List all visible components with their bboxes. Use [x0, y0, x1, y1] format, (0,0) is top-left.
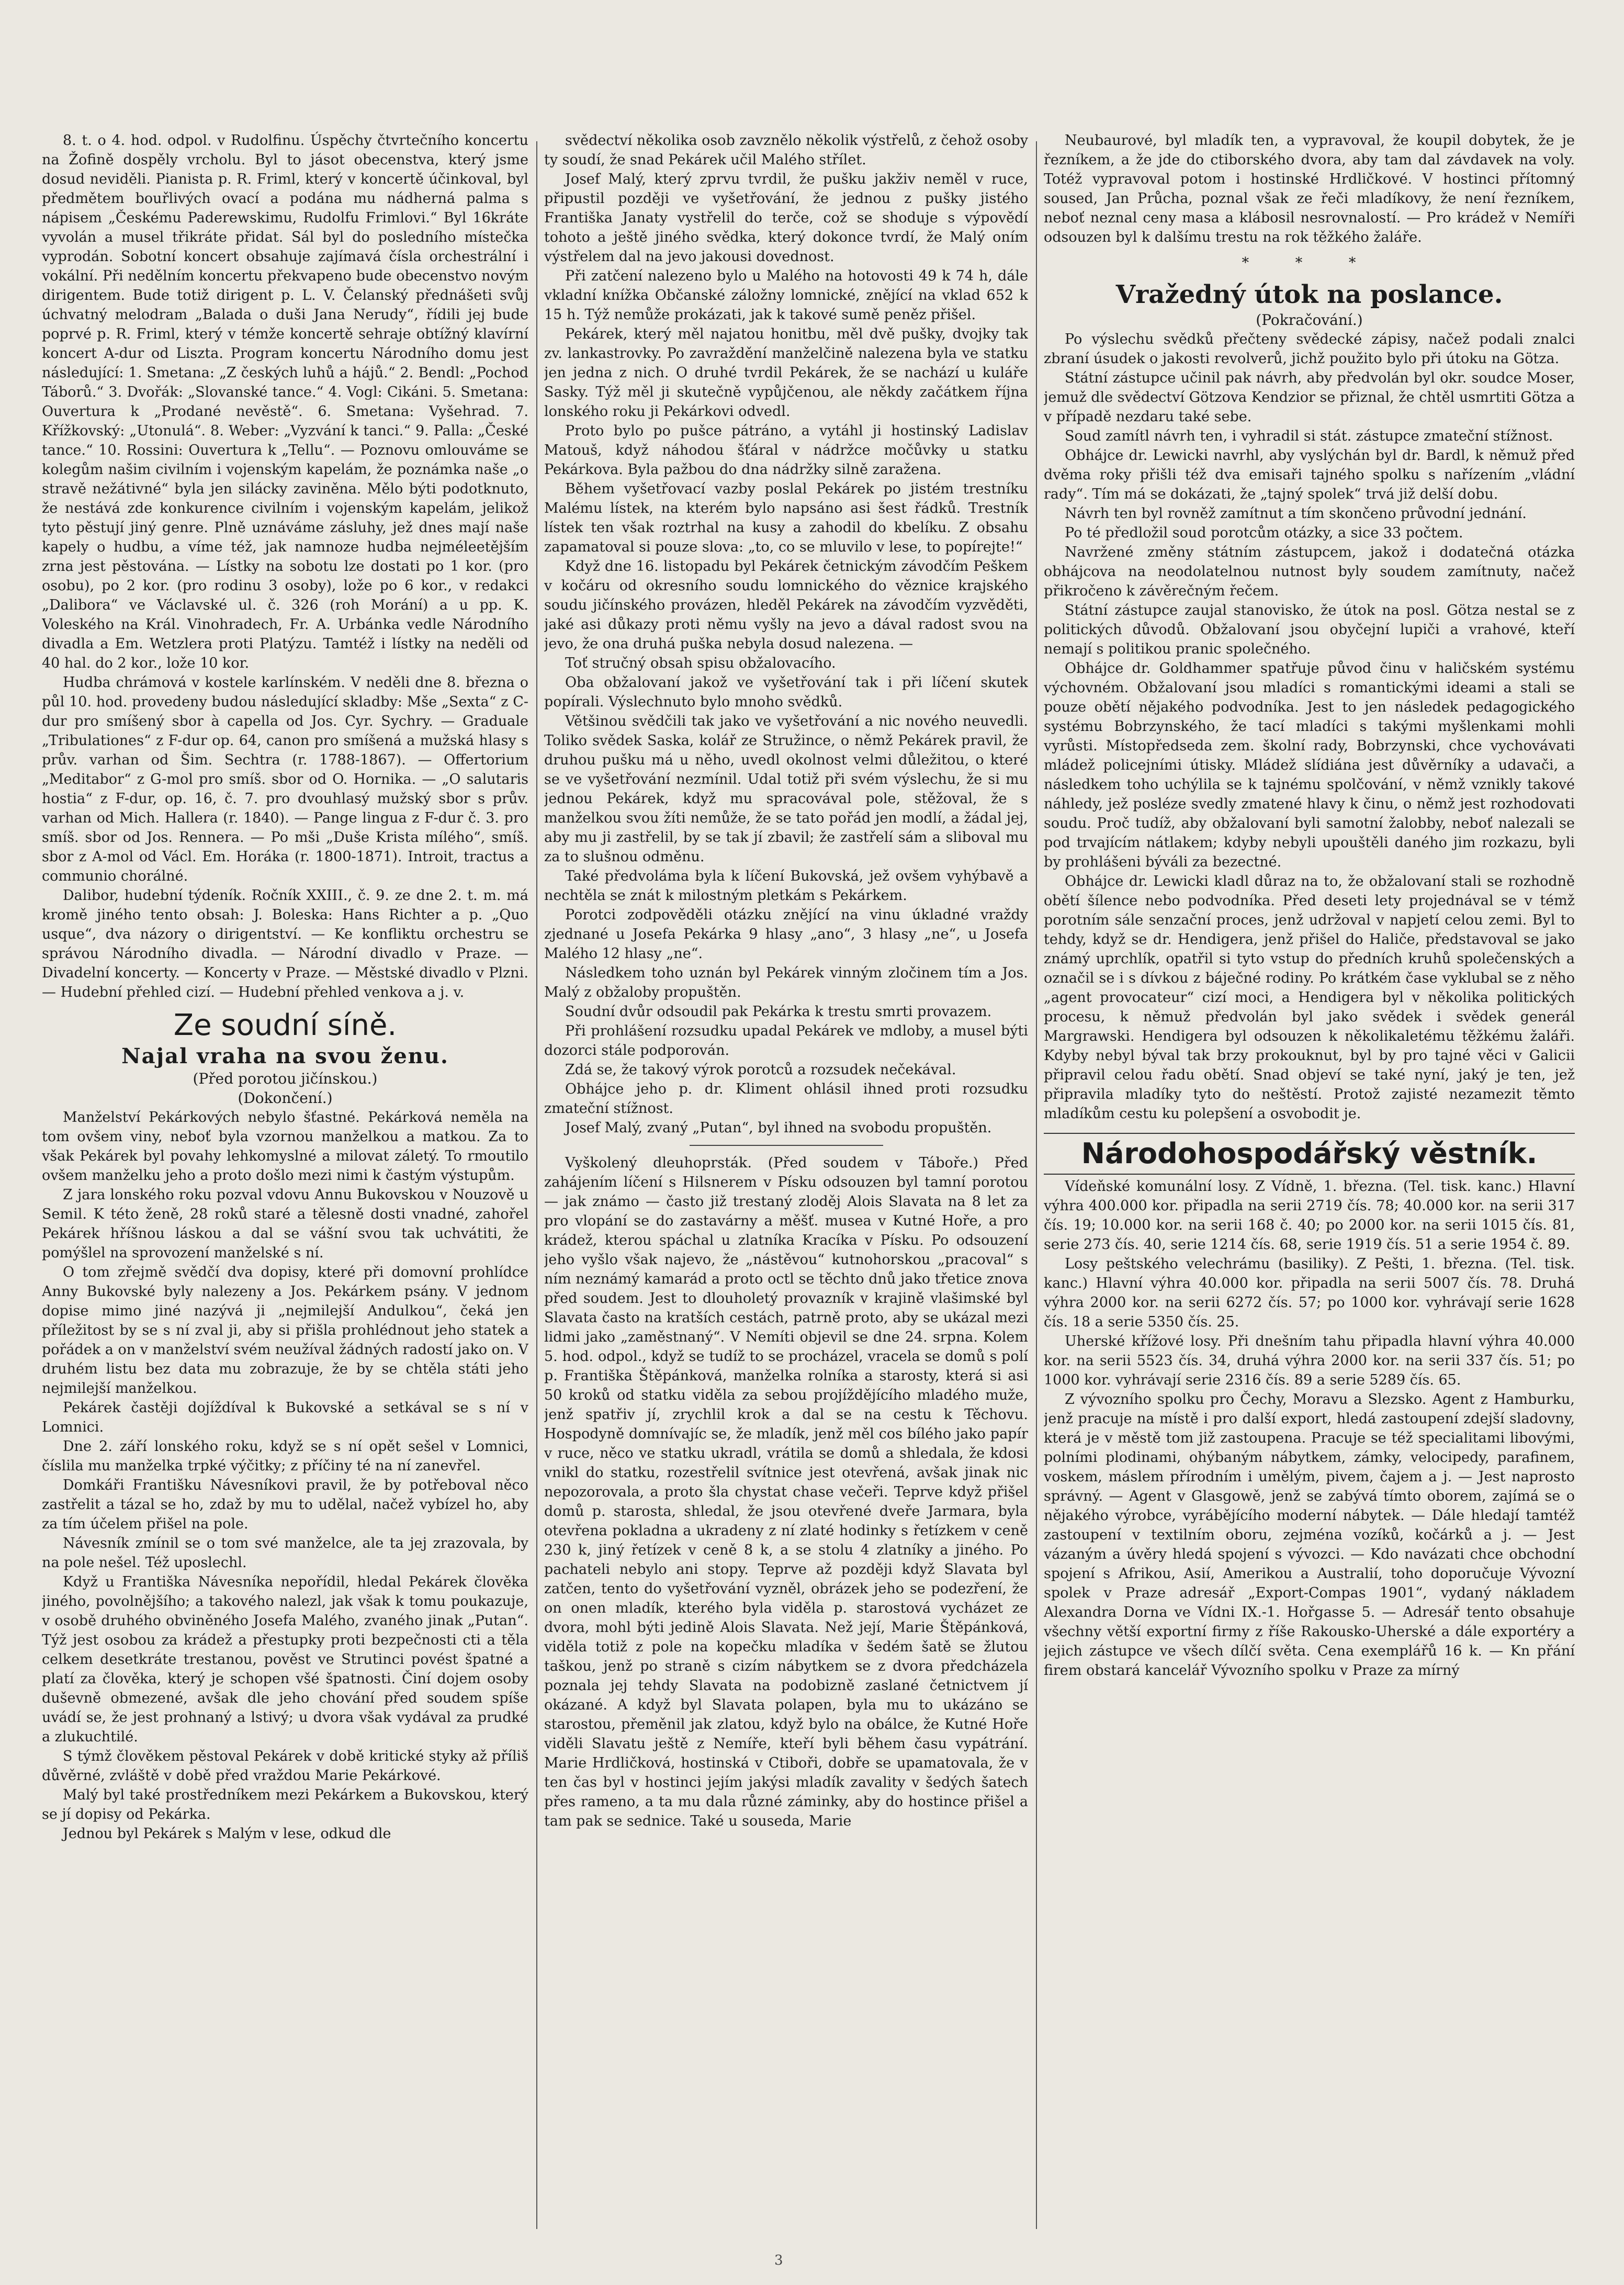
article-paragraph: Při zatčení nalezeno bylo u Malého na hotovosti 49 k 74 h, dále vkladní knížka Občanské záložny lomnické, znějící na vklad 652 k 15 h. Týž nemůže prokázati, jak k takové sumě peněz přišel.	[544, 268, 1028, 323]
article-paragraph: Josef Malý, zvaný „Putan“, byl ihned na svobodu propuštěn.	[565, 1120, 992, 1136]
article-paragraph: Většinou svědčili tak jako ve vyšetřování a nic nového neuvedli. Toliko svědek Saska, kolář ze Stružince, o němž Pekárek pravil, že druhou pušku má u něho, uvedl okolnost velmi důležitou, o které se ve vyšetřování nezmínil. Udal totiž při svém výslechu, že si mu jednou Pekárek, když mu spracovával pole, stěžoval, že s manželkou svou žíti nemůže, že se tato pořád jen modlí, a žádal jej, aby mu ji zastřelil, by se tak jí zbavil; že zastřelí sám a sliboval mu za to slušnou odměnu.	[544, 713, 1028, 865]
column-2	[544, 131, 1028, 2245]
article-paragraph: Po té předložil soud porotcům otázky, a sice 33 počtem.	[1065, 525, 1463, 541]
article-paragraph: Návrh ten byl rovněž zamítnut a tím skončeno průvodní jednání.	[1065, 505, 1527, 522]
article-paragraph: Navržené změny státním zástupcem, jakož i dodatečná otázka obhájcova na neodolatelnou nutnost byly soudem zamítnuty, načež přikročeno k závěrečným řečem.	[1044, 544, 1575, 599]
article-paragraph: O tom zřejmě svědčí dva dopisy, které při domovní prohlídce Anny Bukovské byly nalezeny a Jos. Pekárkem psány. V jednom dopise mimo jiné nazývá ji „nejmilejší Andulkou“, čeká jen příležitost by se s ní zval ji, aby si přišla prohlédnout jeho statek a pořádek a on v manželství svém neužíval žádných radostí jako on. V druhém listu bez data mu zobrazuje, že by se chtěla státi jeho nejmilejší manželkou.	[42, 1264, 528, 1397]
article-title: Vražedný útok na poslance.	[1115, 280, 1503, 309]
article-paragraph: Když dne 16. listopadu byl Pekárek četnickým závodčím Peškem v kočáru od okresního soudu lomnického do věznice krajského soudu jičínského provázen, hleděl Pekárek na závodčím vyzvěděti, jaké asi důkazy proti němu vyšly na jevo a dával radost svou na jevo, že ona druhá puška nebyla dosud nalezena. —	[544, 558, 1028, 652]
article-paragraph: Při prohlášení rozsudku upadal Pekárek ve mdloby, a musel býti dozorci stále podporován.	[544, 1023, 1028, 1059]
article-paragraph: Soudní dvůr odsoudil pak Pekárka k trestu smrti provazem.	[565, 1004, 992, 1020]
article-note: (Pokračování.)	[1256, 311, 1363, 329]
article-paragraph: Proto bylo po pušce pátráno, a vytáhl ji hostinský Ladislav Matouš, když náhodou šťáral v nádržce močůvky u statku Pekárkova. Byla pažbou do dna nádržky silně zaražena.	[544, 423, 1028, 478]
article-title: Najal vraha na svou ženu.	[121, 1044, 449, 1068]
article-paragraph: Oba obžalovaní jakož ve vyšetřování tak i při líčení skutek popírali. Výslechnuto bylo mnoho svědků.	[544, 674, 1028, 710]
article-paragraph: S týmž člověkem pěstoval Pekárek v době kritické styky až příliš důvěrné, zvláště v době před vraždou Marie Pekárkové.	[42, 1748, 528, 1784]
article-paragraph: Obhájce dr. Lewicki navrhl, aby vyslýchán byl dr. Bardl, k němuž před dvěma roky přišli též dva emisaři tajného spolku s nařízením „vládní rady“. Tím má se dokázati, že „tajný spolek“ trvá již delší dobu.	[1044, 447, 1575, 502]
article-subtitle: (Před porotou jičínskou.)	[193, 1070, 378, 1087]
article-paragraph: Soud zamítl návrh ten, i vyhradil si stát. zástupce zmateční stížnost.	[1065, 428, 1553, 444]
newspaper-page	[42, 131, 1575, 2245]
article-paragraph: Josef Malý, který zprvu tvrdil, že pušku jakživ neměl v ruce, připustil později ve vyšetřování, že jednou z pušky jistého Františka Janaty vystřelil do terče, což se shoduje s výpovědí tohoto a ještě jiného svědka, který dokonce tvrdí, že Malý oním výstřelem dal na jevo jakousi dovednost.	[544, 171, 1028, 265]
article-paragraph: Dne 2. září lonského roku, když se s ní opět sešel v Lomnici, číslila mu manželka trpké výčitky; z příčiny té na ní zanevřel.	[42, 1438, 528, 1474]
article-note: (Dokončení.)	[238, 1089, 333, 1107]
article-paragraph: Toť stručný obsah spisu obžalovacího.	[565, 655, 836, 671]
article-paragraph: Pekárek, který měl najatou honitbu, měl dvě pušky, dvojky tak zv. lankastrovky. Po zavraždění manželčině nalezena byla ve statku jen jedna z nich. O druhé tvrdil Pekárek, že se nachází u kuláře Sasky. Týž měl ji skutečně vypůjčenou, ale někdy začátkem října lonského roku ji Pekárkovi odvedl.	[544, 326, 1028, 420]
article-paragraph: Hudba chrámová v kostele karlínském. V neděli dne 8. března o půl 10. hod. provedeny budou následující skladby: Mše „Sexta“ z C-dur pro smíšený sbor à capella od Jos. Cyr. Sychry. — Graduale „Tribulationes“ z F-dur op. 64, canon pro smíšená a mužská hlasy s prův. varhan od Šim. Sechtra (r. 1788-1867). — Offertorium „Meditabor“ z G-mol pro smíš. sbor od O. Hornika. — „O salutaris hostia“ z F-dur, op. 16, č. 7. pro dvouhlasý mužský sbor s prův. varhan od Mich. Hallera (r. 1840). — Pange lingua z F-dur č. 3. pro smíš. sbor od Jos. Rennera. — Po mši „Duše Krista mílého“, smíš. sbor z A-mol od Václ. Em. Horáka (r. 1800-1871). Introit, tractus a communio chorálné.	[42, 674, 528, 884]
article-paragraph: Také předvoláma byla k líčení Bukovská, jež ovšem vyhýbavě a nechtěla se znát k milostným pletkám s Pekárkem.	[544, 868, 1028, 904]
article-paragraph: Malý byl také prostředníkem mezi Pekárkem a Bukovskou, který se jí dopisy od Pekárka.	[42, 1787, 528, 1822]
article-paragraph: Zdá se, že takový výrok porotců a rozsudek nečekával.	[565, 1062, 956, 1078]
article-paragraph: Obhájce jeho p. dr. Kliment ohlásil ihned proti rozsudku zmateční stížnost.	[544, 1081, 1028, 1117]
article-paragraph: Obhájce dr. Goldhammer spatřuje původ činu v haličském systému výchovném. Obžalovaní jsou mladíci s romantickými ideami a stali se pouze obětí nějakého podvodníka. Jest to jen následek pedagogického systému Bobrzynského, že tací mladíci s takými myšlenkami mohli vyrůsti. Místopředseda zem. školní rady, Bobrzynski, chce vychovávati mládež policejními útisky. Mládež slídiána jest důvěrníky a udavači, a následkem toho uchýlila se k tajnému spolčování, v němž vznikly takové náhledy, jež posléze svedly zmatené hlavy k činu, o němž jest rozhodovati soudu. Proč tudíž, aby obžalovaní byli samotní žalobby, neboť nalezali se pod trvajícím nátlakem; kdyby nebyli upouštěli daného jim rozkazu, byli by prohlášeni býváli za bezectné.	[1044, 660, 1575, 870]
column-rule	[1036, 141, 1037, 2229]
article-paragraph: Z vývozního spolku pro Čechy, Moravu a Slezsko. Agent z Hamburku, jenž pracuje na místě i pro další export, hledá zastoupení zdejší sladovny, která je v městě tom již zastoupena. Pracuje se též specialitami libovými, polními plodinami, ohýbaným nábytkem, zámky, velocipedy, parafinem, voskem, máslem přírodním i umělým, pivem, čajem a j. — Jest naprosto správný. — Agent v Glasgowě, jenž se zabývá tímto oborem, zajímá se o nějakého výrobce, vyrábějícího moderní nábytek. — Dále hledají tamtéž zastoupení v textilním oboru, zejména vozíků, kočárků a j. — Jest vázaným a úvěry hledá spojení s vývozci. — Kdo navázati chce obchodní spojení s Afrikou, Asií, Amerikou a Australií, toho doporučuje Vývozní spolek v Praze adresář „Export-Compas 1901“, vydaný nákladem Alexandra Dorna ve Vídni IX.-1. Hořgasse 5. — Adresář tento obsahuje všechny větší exportní firmy z říše Rakousko-Uherské a dále exportéry a jejich zástupce ve všech dílčí světa. Cena exemplářů 16 k. — Kn přání firem obstará kancelář Vývozního spolku v Praze za mírný	[1044, 1391, 1575, 1679]
article-paragraph: Manželství Pekárkových nebylo šťastné. Pekárková neměla na tom ovšem viny, neboť byla vzornou manželkou a matkou. Za to však Pekárek byl povahy lehkomyslné a milovat záletý. To rmoutilo ovšem manželku jeho a proto došlo mezi nimi k častým výstupům.	[42, 1109, 528, 1184]
article-paragraph: svědectví několika osob zavznělo několik výstřelů, z čehož osoby ty soudí, že snad Pekárek učil Malého střílet.	[544, 132, 1028, 168]
page-number: 3	[774, 2253, 783, 2268]
article-paragraph: Během vyšetřovací vazby poslal Pekárek po jistém trestníku Malému lístek, na kterém bylo napsáno asi šest řádků. Trestník lístek ten však roztrhal na kusy a zahodil do kbelíku. Z obsahu zapamatoval si pouze slova: „to, co se mluvilo v lese, to popírejte!“	[544, 481, 1028, 555]
article-paragraph: Pekárek častěji dojíždíval k Bukovské a setkával se s ní v Lomnici.	[42, 1400, 528, 1435]
article-paragraph: Dalibor, hudební týdeník. Ročník XXIII., č. 9. ze dne 2. t. m. má kromě jiného tento obsah: J. Boleska: Hans Richter a p. „Quo usque“, dva názory o dirigentství. — Ke konfliktu orchestru se správou Národního divadla. — Národní divadlo v Praze. — Divadelní koncerty. — Koncerty v Praze. — Městské divadlo v Plzni. — Hudební přehled cizí. — Hudební přehled venkova a j. v.	[42, 887, 528, 1000]
article-paragraph: Porotci zodpověděli otázku znějící na vinu úkladné vraždy zjednané u Josefa Pekárka 9 hlasy „ano“, 3 hlasy „ne“, u Josefa Malého 12 hlasy „ne“.	[544, 907, 1028, 962]
article-paragraph: Vyškolený dleuhoprsták. (Před soudem v Táboře.) Před zahájením líčení s Hilsnerem v Písku odsouzen byl tamní porotou — jak známo — často již trestaný zloděj Alois Slavata na 8 let za pro vlopání se do zastavárny a měšť. musea v Kutné Hoře, a pro krádež, kterou spáchal u zlatníka Kracíka v Písku. Po odsouzení jeho vyšlo však najevo, že „nástěvou“ kutnohorskou „pracoval“ s ním neznámý kamarád a proto octl se těchto dnů jako třetice znova před soudem. Jest to dlouholetý provazník v krajině vlašimské byl Slavata často na kratších cestách, patrně proto, aby se ukázal mezi lidmi jako „zaměstnaný“. V Nemíti objevil se dne 24. srpna. Kolem 5. hod. odpol., když se tudíž to se procházel, vracela se domů s polí p. Františka Štěpánková, manželka rolníka a starosty, která si asi 50 kroků od statku viděla za sebou projíždějícího mladého muže, jenž spatřiv jí, zrychlil krok a dal se na cestu k Těchovu. Hospodyně domnívajíc se, že mladík, jenž měl cos bílého jako papír v ruce, něco ve statku ukradl, vrátila se domů a shledala, že kdosi vnikl do statku, rozestřelil svítnice jest otevřená, avšak jinak nic nepozorovala, a proto šla chystat chase večeři. Teprve když přišel domů p. starosta, shledal, že jsou otevřené dveře Jarmara, byla otevřena pokladna a ukradeny z ní zlaté hodinky s řetízkem v ceně 230 k, jiný řetízek v ceně 8 k, a se stolu 4 zlatníky a jiného. Po pachateli nebylo ani stopy. Teprve až později když Slavata byl zatčen, tento do vyšetřování vyzněl, obrázek jeho se podezření, že on onen mladík, kterého byla viděla p. starostová vycházet ze dvora, mohl býti jedině Alois Slavata. Než její, Marie Štěpánková, viděla totiž z pole na kopečku mladíka v šedém šatě se žlutou taškou, jenž po straně s cizím nábytkem se z dvora předcházela poznala jej tehdy Slavata na podobizně zaslané četnictvem jí okázané. A když byl Slavata polapen, byla mu to ukázáno se starostou, přeměnil jak zlatou, když bylo na obálce, že Kutné Hoře viděli Slavatu ještě z Nemíře, kteří byli během času vypátrání. Marie Hrdličková, hostinská v Ctiboři, dobře se upamatovala, že v ten čas byl v hostinci jejím jakýsi mladík zavality v šedých šatech přes rameno, a ta mu dala různé záminky, aby do hostince přišel a tam pak se sednice. Také u souseda, Marie	[544, 1155, 1028, 1829]
article-paragraph: Uherské křížové losy. Při dnešním tahu připadla hlavní výhra 40.000 kor. na serii 5523 čís. 34, druhá výhra 2000 kor. na serii 337 čís. 51; po 1000 kor. vyhrávají serie 2316 čís. 89 a serie 5289 čís. 65.	[1044, 1333, 1575, 1388]
article-paragraph: Neubaurové, byl mladík ten, a vypravoval, že koupil dobytek, že je řezníkem, a že jde do ctiborského dvora, aby tam dal závdavek na voly. Totéž vypravoval potom i hostinské Hrdličkové. V hostinci přítomný soused, Jan Průcha, poznal však ze řeči mladíkovy, že není řezníkem, neboť neznal ceny masa a klábosil nesrovnalostí. — Pro krádež v Nemíři odsouzen byl k dalšímu trestu na rok těžkého žaláře.	[1044, 132, 1575, 245]
column-3	[1044, 131, 1575, 2245]
article-paragraph: Losy peštského velechrámu (basiliky). Z Pešti, 1. března. (Tel. tisk. kanc.) Hlavní výhra 40.000 kor. připadla na serii 5007 čís. 78. Druhá výhra 2000 kor. na serii 6272 čís. 57; po 1000 kor. vyhrávají serie 1628 čís. 18 a serie 5350 čís. 25.	[1044, 1256, 1575, 1330]
section-divider	[690, 1145, 883, 1146]
article-paragraph: Z jara lonského roku pozval vdovu Annu Bukovskou v Nouzově u Semil. K této ženě, 28 roků staré a tělesně dosti vnadné, zahořel Pekárek hříšnou láskou a dal se vášní svou tak uchvátiti, že pomýšlel na sprovození manželské s ní.	[42, 1187, 528, 1261]
section-headline: Národohospodářský věstník.	[1044, 1133, 1575, 1175]
article-paragraph: Státní zástupce učinil pak návrh, aby předvolán byl okr. soudce Moser, jemuž dle svědectví Götzova Kendzior se přiznal, že chtěl usmrtiti Götza a v případě nezdaru také sebe.	[1044, 370, 1575, 425]
article-paragraph: 8. t. o 4. hod. odpol. v Rudolfinu. Úspěchy čtvrtečního koncertu na Žofině dospěly vrcholu. Byl to jásot obecenstva, který jsme dosud neviděli. Pianista p. R. Friml, který v koncertě účinkoval, byl předmětem bouřlivých ovací a podána mu nádherná palma s nápisem „Českému Paderewskimu, Rudolfu Frimlovi.“ Byl 16kráte vyvolán a musel třikráte přidat. Sál byl do posledního místečka vyprodán. Sobotní koncert obsahuje zajímavá čísla orchestrální i vokální. Při nedělním koncertu překvapeno bude obecenstvo novým dirigentem. Bude totiž dirigent p. L. V. Čelanský přednášeti svůj úchvatný melodram „Balada o duši Jana Nerudy“, řídili jej bude poprvé p. R. Friml, který v témže koncertě sehraje obtížný klavírní koncert A-dur od Liszta. Program koncertu Národního domu jest následující: 1. Smetana: „Z českých luhů a hájů.“ 2. Bendl: „Pochod Táborů.“ 3. Dvořák: „Slovanské tance.“ 4. Vogl: Cikáni. 5. Smetana: Ouvertura k „Prodané nevěstě“. 6. Smetana: Vyšehrad. 7. Křížkovský: „Utonulá“. 8. Weber: „Vyzvání k tanci.“ 9. Palla: „České tance.“ 10. Rossini: Ouvertura k „Tellu“. — Poznovu omlouváme se kolegům našim civilním i vojenským kapelám, že poznámka naše „o stravě nežátivné“ byla jen silácky zaviněna. Mělo býti podotknuto, že nestává zde konkurence civilním i vojenským kapelám, jelikož tyto pěstují jiný genre. Plně uznáváme zásluhy, jež dnes mají naše kapely o hudbu, a víme též, jak namnoze hudba nejméleetějším zrna jest pěstována. — Lístky na sobotu lze dostati po 1 kor. (pro osobu), po 2 kor. (pro rodinu 3 osoby), lože po 6 kor., v redakci „Dalibora“ ve Václavské ul. č. 326 (roh Morání) a u pp. K. Voleského na Král. Vinohradech, Fr. A. Urbánka vedle Národního divadla a Em. Wetzlera proti Platýzu. Tamtéž i lístky na neděli od 40 hal. do 2 kor., lože 10 kor.	[42, 132, 528, 671]
article-paragraph: Obhájce dr. Lewicki kladl důraz na to, že obžalovaní stali se rozhodně obětí šílence nebo podvodníka. Před deseti lety projednával se v témž porotním sále senzační proces, jenž udržoval v napjetí celou zemi. Byl to tehdy, když se dr. Hendigera, jenž přišel do Haliče, představoval se jako známý uprchlík, opatřil si tyto vstup do předních kruhů společenských a označil se i s dívkou z báječné rodiny. Po krátkém čase vyklubal se z něho „agent provocateur“ cizí moci, a Hendigera byl v několika politických procesu, k němuž předvolán byl jako svědek i svědek generál Margrawski. Hendigera byl odsouzen k několikaletému těžkému žaláři. Kdyby nebyl býval tak brzy prokouknut, byl by pro tajné věci v Galicii připravil celou řadu obětí. Snad objeví se také nyní, jaký je ten, jež připravila mladíky tyto do neštěstí. Protož zajisté nezamezit těmto mladíkům cestu ku polepšení a osvobodit je.	[1044, 873, 1575, 1122]
column-rule	[536, 141, 537, 2229]
article-paragraph: Následkem toho uznán byl Pekárek vinným zločinem tím a Jos. Malý z obžaloby propuštěn.	[544, 965, 1028, 1000]
article-paragraph: Státní zástupce zaujal stanovisko, že útok na posl. Götza nestal se z politických důvodů. Obžalovaní jsou obyčejní lupiči a vrahové, kteří nemají s politikou pranic společného.	[1044, 602, 1575, 657]
section-separator-stars: * * *	[1242, 255, 1377, 271]
column-1	[42, 131, 528, 2245]
section-headline: Ze soudní síně.	[173, 1008, 397, 1042]
article-paragraph: Když u Františka Návesníka nepořídil, hledal Pekárek člověka jiného, povolnějšího; a takového nalezl, jak však k tomu poukazuje, v osobě druhého obviněného Josefa Malého, zvaného jinak „Putan“. Týž jest osobou za krádež a přestupky proti bezpečnosti cti a těla celkem desetkráte trestanou, pověst ve Strutinci povést špatné a platí za člověka, který je schopen všé špatnosti. Činí dojem osoby duševně obmezené, avšak dle jeho chování před soudem spíše uvádí se, že jest prohnaný a lstivý; u dvora však vydával za prudké a zlukuchtilé.	[42, 1574, 528, 1745]
article-paragraph: Jednou byl Pekárek s Malým v lese, odkud dle	[63, 1826, 391, 1842]
article-paragraph: Po výslechu svědků přečteny svědecké zápisy, načež podali znalci zbraní úsudek o jakosti revolverů, jichž použito bylo při útoku na Götza.	[1044, 331, 1575, 367]
article-paragraph: Domkáři Františku Návesníkovi pravil, že by potřeboval něco zastřelit a tázal se ho, zdaž by mu to udělal, načež vybízel ho, aby za tím účelem přišel na pole.	[42, 1477, 528, 1532]
article-paragraph: Návesník zmínil se o tom své manželce, ale ta jej zrazovala, by na pole nešel. Též uposlechl.	[42, 1535, 528, 1571]
article-paragraph: Vídeňské komunální losy. Z Vídně, 1. března. (Tel. tisk. kanc.) Hlavní výhra 400.000 kor. připadla na serii 2719 čís. 78; 40.000 kor. na serii 317 čís. 19; 10.000 kor. na serii 168 č. 40; po 2000 kor. na serii 1015 čís. 81, serie 273 čís. 40, serie 1214 čís. 68, serie 1919 čís. 51 a serie 1954 č. 89.	[1044, 1178, 1575, 1253]
